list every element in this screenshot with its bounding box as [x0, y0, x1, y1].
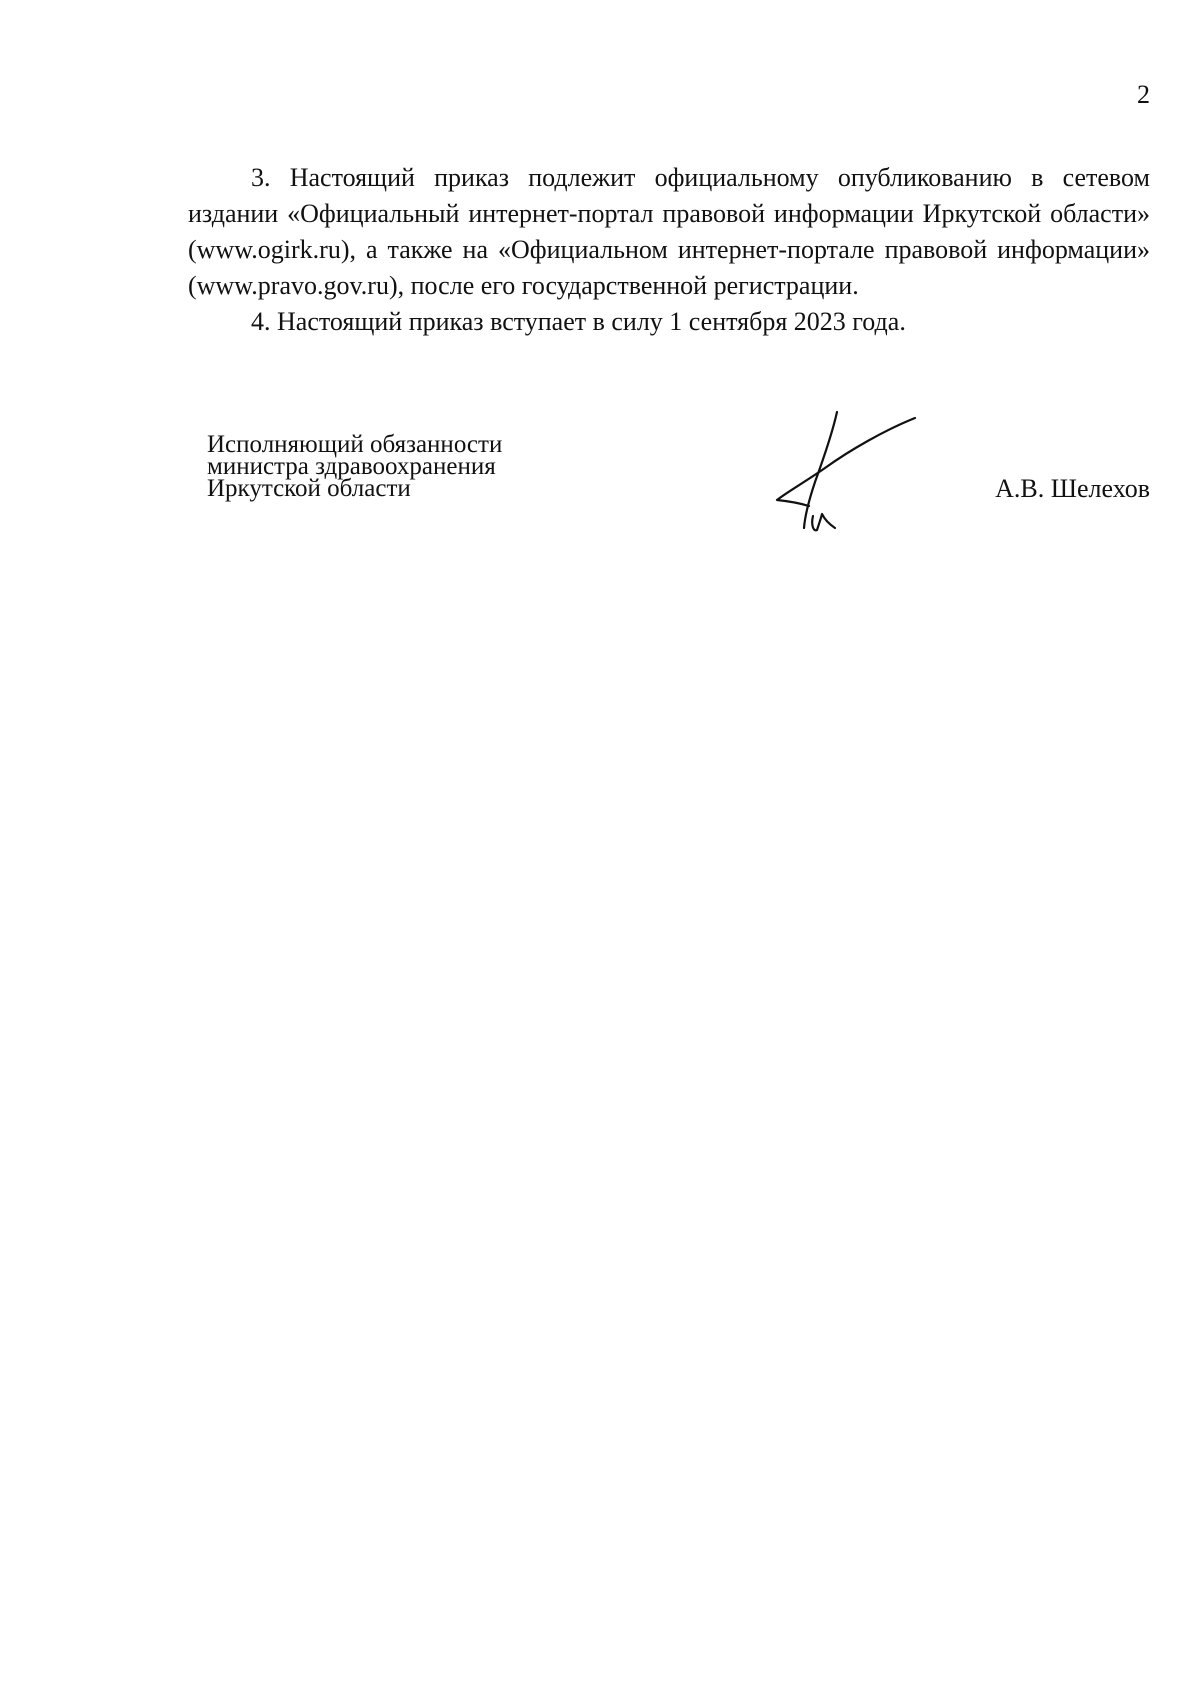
signature-stroke — [812, 514, 835, 530]
page-number: 2 — [1137, 80, 1150, 109]
paragraph-publication: 3. Настоящий приказ подлежит официальному опубликованию в сетевом издании «Официальный интернет-портал правовой информации Иркутской области» (www.ogirk.ru), а также на «Официальном интернет-портале правовой информации» (www.pravo.gov.ru), после его государственной регистрации. — [188, 163, 1150, 300]
signer-title-line: Иркутской области — [207, 475, 411, 502]
signer-title-line: Исполняющий обязанности — [207, 431, 503, 458]
document-body — [188, 160, 1150, 340]
signer-title — [207, 431, 503, 502]
handwritten-signature — [765, 400, 925, 540]
signature-stroke — [777, 418, 915, 506]
signer-name: А.В. Шелехов — [995, 474, 1150, 503]
signer-title-line: министра здравоохранения — [207, 453, 496, 480]
paragraph-effective-date: 4. Настоящий приказ вступает в силу 1 сентября 2023 года. — [251, 307, 906, 336]
